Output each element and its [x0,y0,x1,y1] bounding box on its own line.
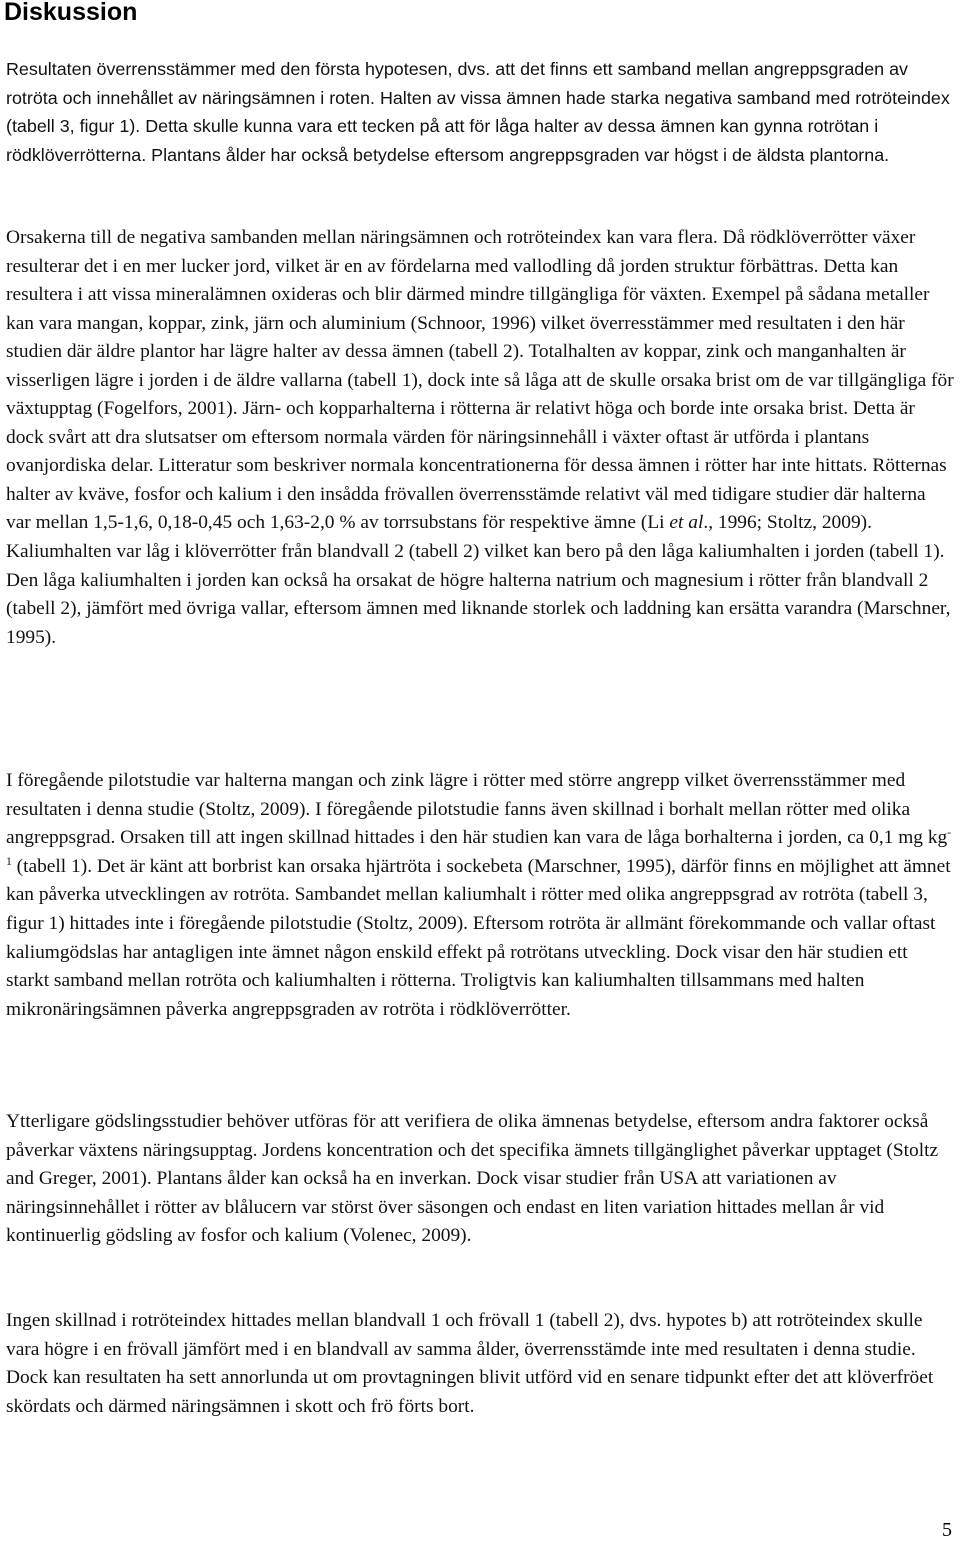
paragraph-hypothesis-b: Ingen skillnad i rotröteindex hittades mellan blandvall 1 och frövall 1 (tabell 2), dvs. hypotes b) att rotröteindex skulle vara högre i en frövall jämfört med i en blandvall av samma ålder, överrensstämde inte med resultaten i denna studie. Dock kan resultaten ha sett annorlunda ut om provtagningen blivit utförd vid en senare tidpunkt efter det att klöverfröet skördats och därmed näringsämnen i skott och frö förts bort. [6,1310,934,1417]
paragraph-further-studies: Ytterligare gödslingsstudier behöver utföras för att verifiera de olika ämnenas betydelse, eftersom andra faktorer också påverkar växtens näringsupptag. Jordens koncentration och det specifika ämnets tillgänglighet påverkar upptaget (Stoltz and Greger, 2001). Plantans ålder kan också ha en inverkan. Dock visar studier från USA att variationen av näringsinnehållet i rötter av blålucern var störst över säsongen och endast en liten variation hittades mellan år vid kontinuerlig gödsling av fosfor och kalium (Volenec, 2009). [6,1111,939,1247]
superscript-unit: -1 [6,826,952,868]
paragraph-text: ., 1996; Stoltz, 2009). Kaliumhalten var låg i klöverrötter från blandvall 2 (tabell 2) vilket kan bero på den låga kaliumhalten i jorden (tabell 1). Den låga kaliumhalten i jorden kan också ha orsakat de högre halterna natrium och magnesium i rötter från blandvall 2 (tabell 2), jämfört med övriga vallar, eftersom ämnen med liknande storlek och laddning kan ersätta varandra (Marschner, 1995). [6,512,951,648]
paragraph-text: (tabell 1). Det är känt att borbrist kan orsaka hjärtröta i sockebeta (Marschner, 1995), därför finns en möjlighet att ämnet kan påverka utvecklingen av rotröta. Sambandet mellan kaliumhalt i rötter med olika angreppsgrad av rotröta (tabell 3, figur 1) hittades inte i föregående pilotstudie (Stoltz, 2009). Eftersom rotröta är allmänt förekommande och vallar oftast kaliumgödslas har antagligen inte ämnet någon enskild effekt på rotrötans utveckling. Dock visar den här studien ett starkt samband mellan rotröta och kaliumhalten i rötterna. Troligtvis kan kaliumhalten tillsammans med halten mikronäringsämnen påverka angreppsgraden av rotröta i rödklöverrötter. [6,855,951,1020]
paragraph-negative-correlations [6,224,955,652]
paragraph-text: I föregående pilotstudie var halterna mangan och zink lägre i rötter med större angrepp vilket överrensstämmer med resultaten i denna studie (Stoltz, 2009). I föregående pilotstudie fanns även skillnad i borhalt mellan rötter med olika angreppsgrad. Orsaken till att ingen skillnad hittades i den här studien kan vara de låga borhalterna i jorden, ca 0,1 mg kg [6,770,948,849]
paragraph-hypothesis-result: Resultaten överrensstämmer med den första hypotesen, dvs. att det finns ett samband mellan angreppsgraden av rotröta och innehållet av näringsämnen i roten. Halten av vissa ämnen hade starka negativa samband med rotröteindex (tabell 3, figur 1). Detta skulle kunna vara ett tecken på att för låga halter av dessa ämnen kan gynna rotrötan i rödklöverrötterna. Plantans ålder har också betydelse eftersom angreppsgraden var högst i de äldsta plantorna. [6,59,950,165]
paragraph-text: Orsakerna till de negativa sambanden mellan näringsämnen och rotröteindex kan vara flera. Då rödklöverrötter växer resulterar det i en mer lucker jord, vilket är en av fördelarna med vallodling då jorden struktur förbättras. Detta kan resultera i att vissa mineralämnen oxideras och blir därmed mindre tillgängliga för växten. Exempel på sådana metaller kan vara mangan, koppar, zink, järn och aluminium (Schnoor, 1996) vilket överresstämmer med resultaten i den här studien där äldre plantor har lägre halter av dessa ämnen (tabell 2). Totalhalten av koppar, zink och manganhalten är visserligen lägre i jorden i de äldre vallarna (tabell 1), dock inte så låga att de skulle orsaka brist om de var tillgängliga för växtupptag (Fogelfors, 2001). Järn- och kopparhalterna i rötterna är relativt höga och borde inte orsaka brist. Detta är dock svårt att dra slutsatser om eftersom normala värden för näringsinnehåll i växter oftast är utförda i plantans ovanjordiska delar. Litteratur som beskriver normala koncentrationerna för dessa ämnen i rötter har inte hittats. Rötternas halter av kväve, fosfor och kalium i den insådda frövallen överrensstämde relativt väl med tidigare studier där halterna var mellan 1,5-1,6, 0,18-0,45 och 1,63-2,0 % av torrsubstans för respektive ämne (Li [6,227,954,534]
page-number: 5 [942,1519,952,1541]
paragraph-pilot-study [6,767,955,1024]
citation-et-al: et al [669,512,704,534]
section-heading: Diskussion [4,0,138,26]
